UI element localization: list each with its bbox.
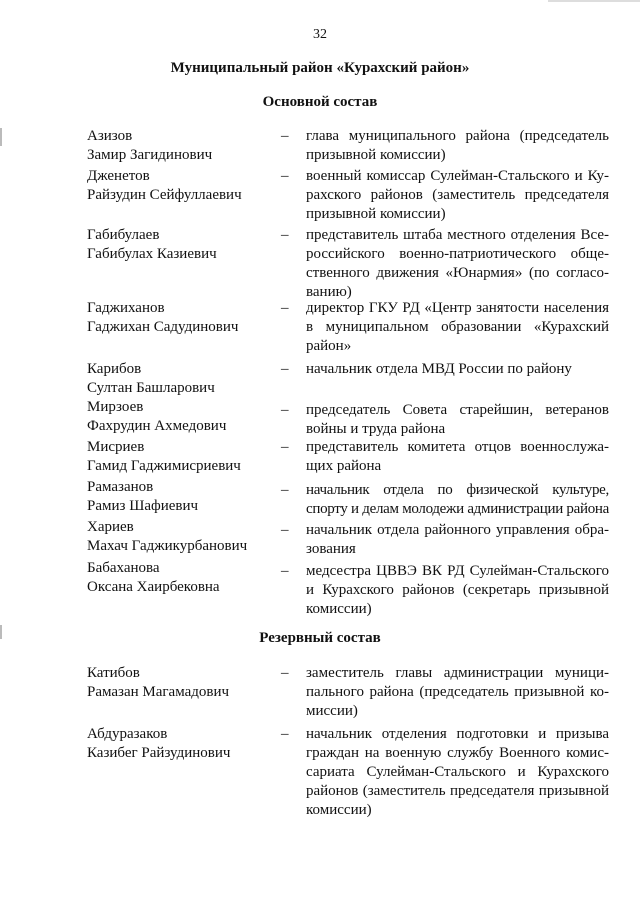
member-name: Мисриев Гамид Гаджимисриевич [87, 439, 241, 474]
member-position: начальник отделения подготовки и призыва граждан на военную службу Военного комис- сариата Сулейман-Стальского и Курахского районов (заместитель председателя призывной комиссии) [306, 726, 609, 818]
member-position: военный комиссар Сулейман-Стальского и Ку- рахского районов (заместитель председателя призывной комиссии) [306, 168, 609, 222]
member-name: Азизов Замир Загидинович [87, 128, 213, 163]
member-name: Карибов Султан Башларович [87, 361, 215, 396]
member-name: Рамазанов Рамиз Шафиевич [87, 479, 199, 514]
dash-separator: – [281, 168, 289, 184]
document-title: Муниципальный район «Курахский район» [170, 60, 470, 76]
member-position: начальник отдела МВД России по району [306, 361, 572, 377]
dash-separator: – [281, 439, 289, 455]
dash-separator: – [281, 402, 289, 418]
member-position: председатель Совета старейшин, ветеранов войны и труда района [306, 402, 609, 437]
dash-separator: – [281, 128, 289, 144]
scan-edge-mark [0, 625, 2, 639]
member-name: Габибулаев Габибулах Казиевич [87, 227, 217, 262]
member-position: начальник отдела районного управления обра- зования [306, 522, 609, 557]
section-heading-reserve: Резервный состав [259, 630, 381, 646]
section-heading-main: Основной состав [262, 94, 378, 110]
member-name: Абдуразаков Казибег Райзудинович [87, 726, 231, 761]
member-position: глава муниципального района (председатель призывной комиссии) [306, 128, 609, 163]
member-name: Мирзоев Фахрудин Ахмедович [87, 399, 227, 434]
member-name: Хариев Махач Гаджикурбанович [87, 519, 248, 554]
member-name: Катибов Рамазан Магамадович [87, 665, 230, 700]
member-position: директор ГКУ РД «Центр занятости населения в муниципальном образовании «Курахский район» [306, 300, 609, 354]
dash-separator: – [281, 482, 289, 498]
dash-separator: – [281, 522, 289, 538]
dash-separator: – [281, 227, 289, 243]
dash-separator: – [281, 361, 289, 377]
scan-edge-mark [548, 0, 640, 2]
member-position: заместитель главы администрации муници- пального района (председатель призывной ко- миссии) [306, 665, 609, 719]
member-name: Гаджиханов Гаджихан Садудинович [87, 300, 239, 335]
scan-edge-mark [0, 128, 2, 146]
dash-separator: – [281, 563, 289, 579]
page-number: 32 [313, 27, 327, 42]
dash-separator: – [281, 300, 289, 316]
member-position: представитель штаба местного отделения Все- российского военно-патриотического обще- ственного движения «Юнармия» (по согласо- ванию) [306, 227, 609, 300]
member-name: Дженетов Райзудин Сейфуллаевич [87, 168, 242, 203]
member-position: представитель комитета отцов военнослужа- щих района [306, 439, 609, 474]
dash-separator: – [281, 665, 289, 681]
member-position: медсестра ЦВВЭ ВК РД Сулейман-Стальского и Курахского районов (секретарь призывной комиссии) [306, 563, 609, 617]
member-position: начальник отдела по физической культуре, спорту и делам молодежи администрации района [306, 482, 609, 517]
member-name: Бабаханова Оксана Хаирбековна [87, 560, 220, 595]
dash-separator: – [281, 726, 289, 742]
